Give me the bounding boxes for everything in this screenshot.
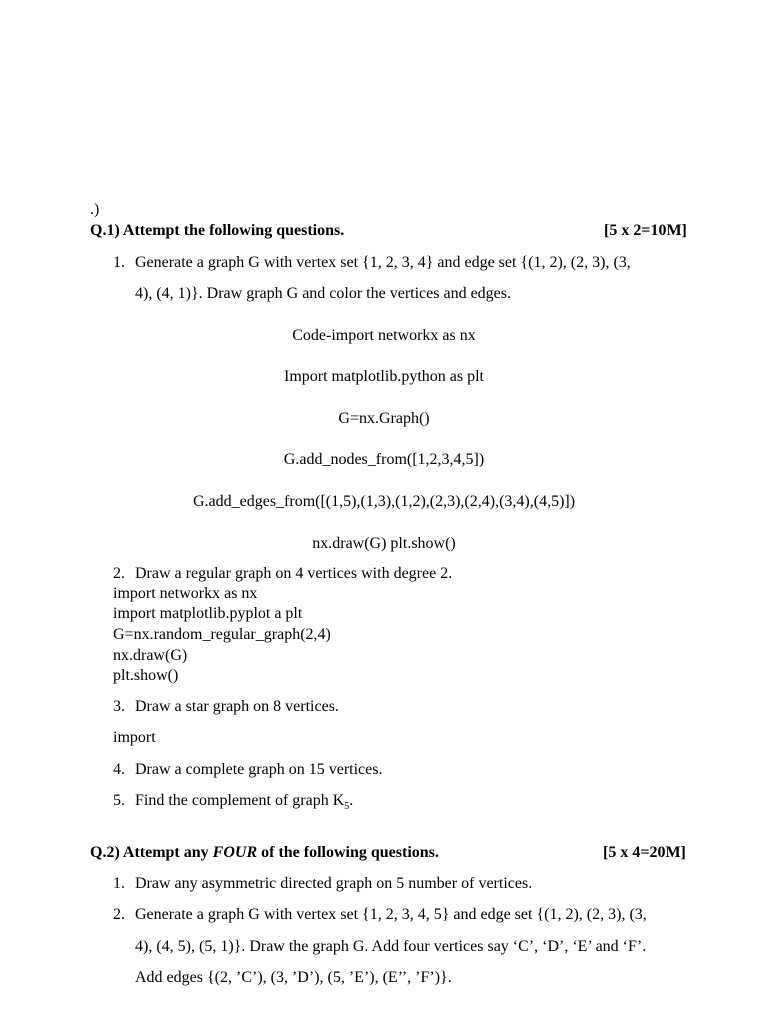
q1-item-2-text: Draw a regular graph on 4 vertices with degree 2. — [135, 565, 453, 582]
q1-item-5-subscript: 5 — [344, 801, 350, 813]
q2-item-2-line3: Add edges {(2, ’C’), (3, ’D’), (5, ’E’), (E’’, ’F’)}. — [135, 969, 452, 986]
q1-item-2-number: 2. — [113, 565, 125, 582]
q1-item-3-code-line: import — [113, 729, 156, 746]
q1-marks: [5 x 2=10M] — [604, 222, 687, 239]
q1-item-2-code-line: import networkx as nx — [113, 585, 258, 602]
q2-marks: [5 x 4=20M] — [603, 844, 686, 861]
q1-item-2-code-line: G=nx.random_regular_graph(2,4) — [113, 626, 331, 643]
q2-heading — [90, 844, 439, 862]
q1-item-2-code-line: import matplotlib.pyplot a plt — [113, 605, 303, 622]
stray-mark: .) — [90, 201, 100, 218]
q1-item-3-number: 3. — [113, 698, 125, 715]
q1-item-4-number: 4. — [113, 761, 125, 778]
q1-heading: Q.1) Attempt the following questions. — [90, 222, 345, 239]
q1-item-1-code-line: Code-import networkx as nx — [292, 327, 476, 344]
q2-item-2-line2: 4), (4, 5), (5, 1)}. Draw the graph G. Add four vertices say ‘C’, ‘D’, ‘E’ and ‘F’. — [135, 938, 647, 955]
q1-item-2-code-line: plt.show() — [113, 667, 179, 684]
q1-item-5-suffix: . — [349, 792, 354, 809]
q1-item-1-code-line: G=nx.Graph() — [338, 410, 430, 427]
q1-item-5-text — [135, 792, 353, 812]
q1-item-4-text: Draw a complete graph on 15 vertices. — [135, 761, 383, 778]
q1-item-5-number: 5. — [113, 792, 125, 809]
q1-item-1-code-line: G.add_edges_from([(1,5),(1,3),(1,2),(2,3),(2,4),(3,4),(4,5)]) — [192, 493, 576, 510]
q1-item-2-code-line: nx.draw(G) — [113, 647, 188, 664]
q2-item-1-number: 1. — [113, 875, 125, 892]
q1-item-1-code-line: Import matplotlib.python as plt — [284, 368, 484, 385]
q2-heading-post: of the following questions. — [257, 844, 439, 861]
q1-item-1-code-line: nx.draw(G) plt.show() — [312, 535, 456, 552]
q1-item-1-code-line: G.add_nodes_from([1,2,3,4,5]) — [283, 451, 485, 468]
q1-item-1-line2: 4), (4, 1)}. Draw graph G and color the vertices and edges. — [135, 285, 511, 302]
q2-item-2-number: 2. — [113, 906, 125, 923]
q1-item-1-line1: Generate a graph G with vertex set {1, 2, 3, 4} and edge set {(1, 2), (2, 3), (3, — [135, 254, 631, 271]
q2-item-1-text: Draw any asymmetric directed graph on 5 number of vertices. — [135, 875, 533, 892]
q1-item-3-text: Draw a star graph on 8 vertices. — [135, 698, 339, 715]
q1-item-1-number: 1. — [113, 254, 125, 271]
q2-heading-pre: Q.2) Attempt any — [90, 844, 213, 861]
q1-item-5-main: Find the complement of graph K — [135, 792, 345, 809]
q2-heading-emphasis: FOUR — [212, 844, 258, 861]
q2-item-2-line1: Generate a graph G with vertex set {1, 2, 3, 4, 5} and edge set {(1, 2), (2, 3), (3, — [135, 906, 647, 923]
